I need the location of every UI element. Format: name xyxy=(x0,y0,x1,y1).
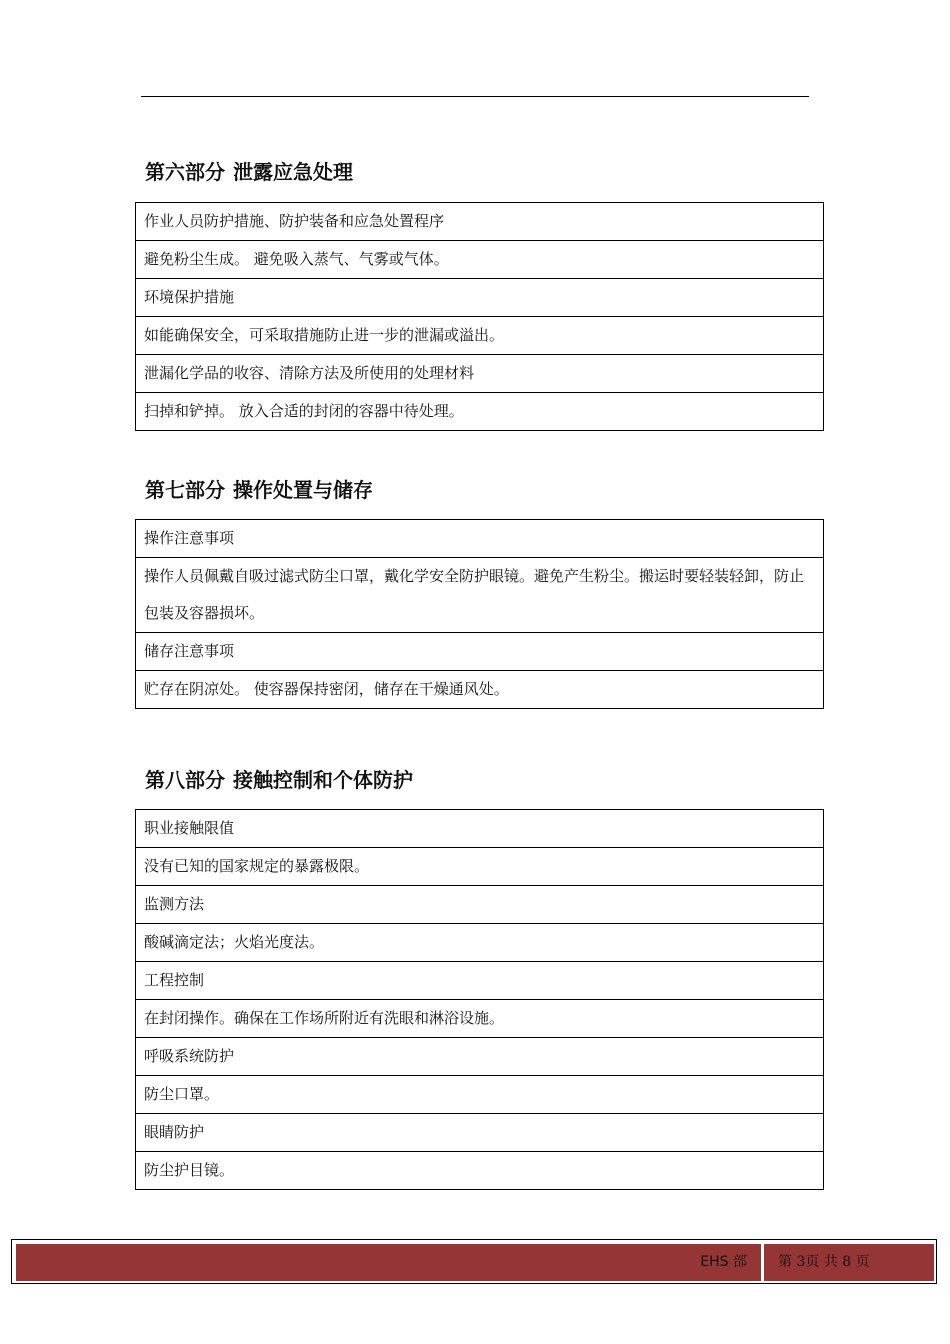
table-row xyxy=(136,520,824,558)
section-8-number: 第八部分 xyxy=(145,768,225,792)
table-cell: 如能确保安全，可采取措施防止进一步的泄漏或溢出。 xyxy=(136,317,824,355)
table-row xyxy=(136,393,824,431)
section-6-table xyxy=(135,202,824,431)
section-7-table xyxy=(135,519,824,709)
table-row xyxy=(136,1076,824,1114)
table-row xyxy=(136,558,824,633)
section-7-heading: 操作处置与储存 xyxy=(233,478,373,502)
table-cell: 扫掉和铲掉。 放入合适的封闭的容器中待处理。 xyxy=(136,393,824,431)
table-cell: 操作注意事项 xyxy=(136,520,824,558)
table-row xyxy=(136,1152,824,1190)
table-row xyxy=(136,1038,824,1076)
section-7 xyxy=(135,476,824,698)
table-cell: 环境保护措施 xyxy=(136,279,824,317)
section-6 xyxy=(135,158,824,420)
section-6-heading: 泄露应急处理 xyxy=(233,160,353,184)
table-cell: 监测方法 xyxy=(136,886,824,924)
section-6-title xyxy=(145,158,824,186)
table-cell: 作业人员防护措施、防护装备和应急处置程序 xyxy=(136,203,824,241)
section-7-title xyxy=(145,476,824,504)
table-cell: 防尘护目镜。 xyxy=(136,1152,824,1190)
footer-page-number: 第 3页 共 8 页 xyxy=(778,1254,870,1270)
table-cell: 在封闭操作。确保在工作场所附近有洗眼和淋浴设施。 xyxy=(136,1000,824,1038)
table-row xyxy=(136,1000,824,1038)
table-row xyxy=(136,886,824,924)
table-row xyxy=(136,241,824,279)
table-cell: 呼吸系统防护 xyxy=(136,1038,824,1076)
footer-bar xyxy=(16,1244,934,1281)
table-cell: 眼睛防护 xyxy=(136,1114,824,1152)
table-row xyxy=(136,633,824,671)
footer-department: EHS 部 xyxy=(16,1244,764,1281)
table-row xyxy=(136,1114,824,1152)
section-8-heading: 接触控制和个体防护 xyxy=(233,768,413,792)
section-8 xyxy=(135,766,824,1179)
table-cell: 储存注意事项 xyxy=(136,633,824,671)
table-row xyxy=(136,810,824,848)
table-cell: 酸碱滴定法；火焰光度法。 xyxy=(136,924,824,962)
table-row xyxy=(136,924,824,962)
table-cell: 没有已知的国家规定的暴露极限。 xyxy=(136,848,824,886)
table-cell: 泄漏化学品的收容、清除方法及所使用的处理材料 xyxy=(136,355,824,393)
table-row xyxy=(136,962,824,1000)
section-8-table xyxy=(135,809,824,1190)
table-cell: 避免粉尘生成。 避免吸入蒸气、气雾或气体。 xyxy=(136,241,824,279)
table-row xyxy=(136,203,824,241)
header-rule xyxy=(141,96,809,97)
section-8-title xyxy=(145,766,824,794)
table-cell: 贮存在阴凉处。 使容器保持密闭，储存在干燥通风处。 xyxy=(136,671,824,709)
section-6-number: 第六部分 xyxy=(145,160,225,184)
table-row xyxy=(136,355,824,393)
table-row xyxy=(136,671,824,709)
table-cell: 防尘口罩。 xyxy=(136,1076,824,1114)
table-cell: 操作人员佩戴自吸过滤式防尘口罩，戴化学安全防护眼镜。避免产生粉尘。搬运时要轻装轻卸，防止包装及容器损坏。 xyxy=(136,558,824,633)
table-cell: 职业接触限值 xyxy=(136,810,824,848)
table-row xyxy=(136,279,824,317)
table-row xyxy=(136,848,824,886)
section-7-number: 第七部分 xyxy=(145,478,225,502)
table-row xyxy=(136,317,824,355)
table-cell: 工程控制 xyxy=(136,962,824,1000)
